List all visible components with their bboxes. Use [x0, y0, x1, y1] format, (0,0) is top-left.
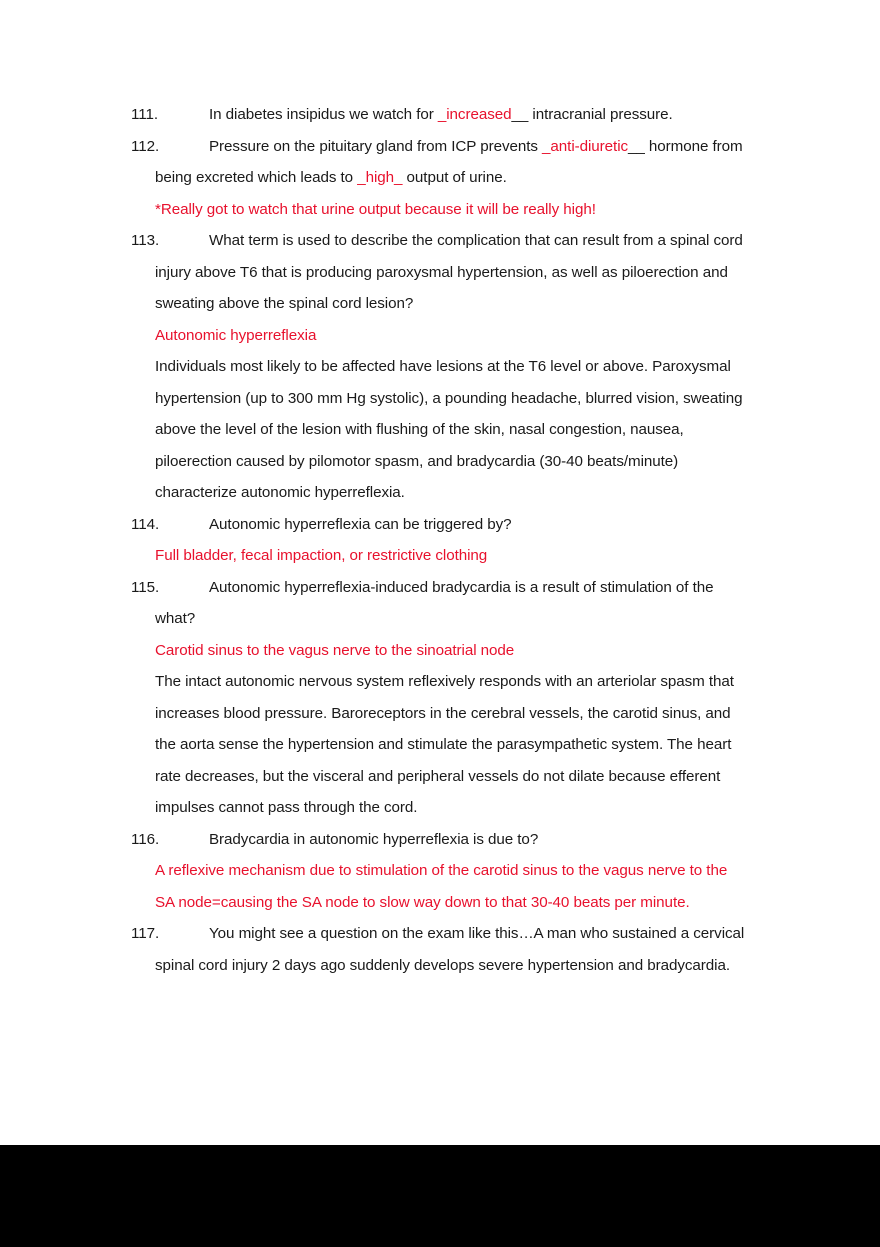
text-span: Pressure on the pituitary gland from ICP prevents: [209, 137, 543, 155]
text-span: hypertension (up to 300 mm Hg systolic), a pounding headache, blurred vision, sweating: [155, 389, 743, 407]
text-span: __ hormone from: [628, 137, 743, 155]
qa-item: [0, 918, 880, 981]
highlighted-answer-span: Full bladder, fecal impaction, or restrictive clothing: [155, 547, 488, 564]
text-span: spinal cord injury 2 days ago suddenly develops severe hypertension and bradycardia.: [155, 956, 730, 974]
continuation-text: [155, 729, 731, 761]
text-line: [0, 792, 880, 824]
text-line: [0, 603, 880, 635]
text-line: [0, 918, 880, 950]
continuation-text: [155, 162, 507, 194]
text-span: In diabetes insipidus we watch for: [209, 106, 438, 123]
text-span: piloerection caused by pilomotor spasm, and bradycardia (30-40 beats/minute): [155, 452, 679, 470]
page-footer-bar: [0, 1145, 880, 1247]
item-number: 111.: [131, 106, 159, 123]
item-number: 114.: [131, 515, 160, 533]
answer-text: [155, 887, 690, 919]
text-line: [0, 855, 880, 887]
highlighted-answer-span: *Really got to watch that urine output because it will be really high!: [155, 200, 596, 218]
text-line: [0, 162, 880, 194]
text-span: rate decreases, but the visceral and peripheral vessels do not dilate because efferent: [155, 767, 721, 785]
item-number: 112.: [131, 137, 160, 155]
text-span: increases blood pressure. Baroreceptors in the cerebral vessels, the carotid sinus, and: [155, 704, 731, 722]
text-line: [0, 666, 880, 698]
item-number: 117.: [131, 925, 160, 942]
continuation-text: [155, 761, 720, 793]
text-span: Autonomic hyperreflexia-induced bradycardia is a result of stimulation of the: [209, 578, 714, 596]
text-line: [0, 887, 880, 919]
continuation-text: [155, 446, 678, 478]
text-line: [0, 761, 880, 793]
text-span: being excreted which leads to: [155, 169, 358, 186]
text-line: [0, 824, 880, 856]
item-number: 113.: [131, 232, 160, 249]
text-line: [0, 351, 880, 383]
continuation-text: [155, 383, 742, 415]
text-line: [0, 99, 880, 131]
highlighted-answer-span: SA node=causing the SA node to slow way down to that 30-40 beats per minute.: [155, 893, 690, 911]
continuation-text: [155, 414, 684, 446]
continuation-text: [155, 603, 195, 635]
highlighted-answer-span: _anti-diuretic: [542, 137, 629, 155]
text-line: [0, 950, 880, 982]
highlighted-answer-span: Carotid sinus to the vagus nerve to the sinoatrial node: [155, 641, 515, 659]
highlighted-answer-span: Autonomic hyperreflexia: [155, 326, 317, 344]
question-text: [209, 824, 538, 856]
text-span: You might see a question on the exam like this…A man who sustained a cervical: [209, 925, 745, 942]
text-span: characterize autonomic hyperreflexia.: [155, 484, 405, 501]
question-text: [209, 99, 673, 131]
highlighted-answer-span: _increased: [437, 106, 512, 123]
text-span: Autonomic hyperreflexia can be triggered by?: [209, 515, 512, 533]
continuation-text: [155, 477, 405, 509]
text-line: [0, 320, 880, 352]
answer-text: [155, 635, 514, 667]
continuation-text: [155, 950, 730, 982]
text-line: [0, 698, 880, 730]
question-text: [209, 572, 714, 604]
qa-item: [0, 131, 880, 226]
continuation-text: [155, 792, 417, 824]
text-line: [0, 194, 880, 226]
text-span: injury above T6 that is producing paroxysmal hypertension, as well as piloerection and: [155, 263, 728, 281]
text-line: [0, 572, 880, 604]
text-span: sweating above the spinal cord lesion?: [155, 295, 414, 312]
text-span: Individuals most likely to be affected have lesions at the T6 level or above. Paroxysmal: [155, 358, 731, 375]
continuation-text: [155, 698, 731, 730]
text-span: the aorta sense the hypertension and stimulate the parasympathetic system. The heart: [155, 736, 732, 753]
continuation-text: [155, 288, 413, 320]
question-text: [209, 131, 743, 163]
question-text: [209, 509, 512, 541]
text-line: [0, 414, 880, 446]
qa-item: [0, 225, 880, 509]
qa-item: [0, 509, 880, 572]
question-text: [209, 918, 744, 950]
answer-text: [155, 540, 487, 572]
text-span: impulses cannot pass through the cord.: [155, 799, 418, 816]
text-line: [0, 729, 880, 761]
text-span: Bradycardia in autonomic hyperreflexia is due to?: [209, 830, 539, 848]
text-line: [0, 288, 880, 320]
text-line: [0, 446, 880, 478]
text-line: [0, 635, 880, 667]
answer-text: [155, 320, 316, 352]
text-line: [0, 257, 880, 289]
item-number: 115.: [131, 578, 160, 596]
highlighted-answer-span: A reflexive mechanism due to stimulation of the carotid sinus to the vagus nerve to the: [155, 862, 728, 879]
text-span: What term is used to describe the complication that can result from a spinal cord: [209, 232, 743, 249]
answer-text: [155, 194, 596, 226]
qa-item: [0, 572, 880, 824]
text-line: [0, 509, 880, 541]
text-line: [0, 383, 880, 415]
text-span: output of urine.: [402, 169, 507, 186]
text-line: [0, 540, 880, 572]
item-number: 116.: [131, 830, 160, 848]
highlighted-answer-span: _high_: [357, 169, 403, 186]
continuation-text: [155, 257, 728, 289]
qa-item: [0, 824, 880, 919]
text-line: [0, 477, 880, 509]
text-span: above the level of the lesion with flushing of the skin, nasal congestion, nausea,: [155, 421, 684, 438]
text-line: [0, 131, 880, 163]
qa-item: [0, 99, 880, 131]
text-span: what?: [155, 610, 196, 627]
text-span: The intact autonomic nervous system reflexively responds with an arteriolar spasm that: [155, 673, 734, 690]
text-line: [0, 225, 880, 257]
text-span: __ intracranial pressure.: [511, 106, 673, 123]
continuation-text: [155, 351, 731, 383]
continuation-text: [155, 666, 734, 698]
answer-text: [155, 855, 727, 887]
question-text: [209, 225, 743, 257]
